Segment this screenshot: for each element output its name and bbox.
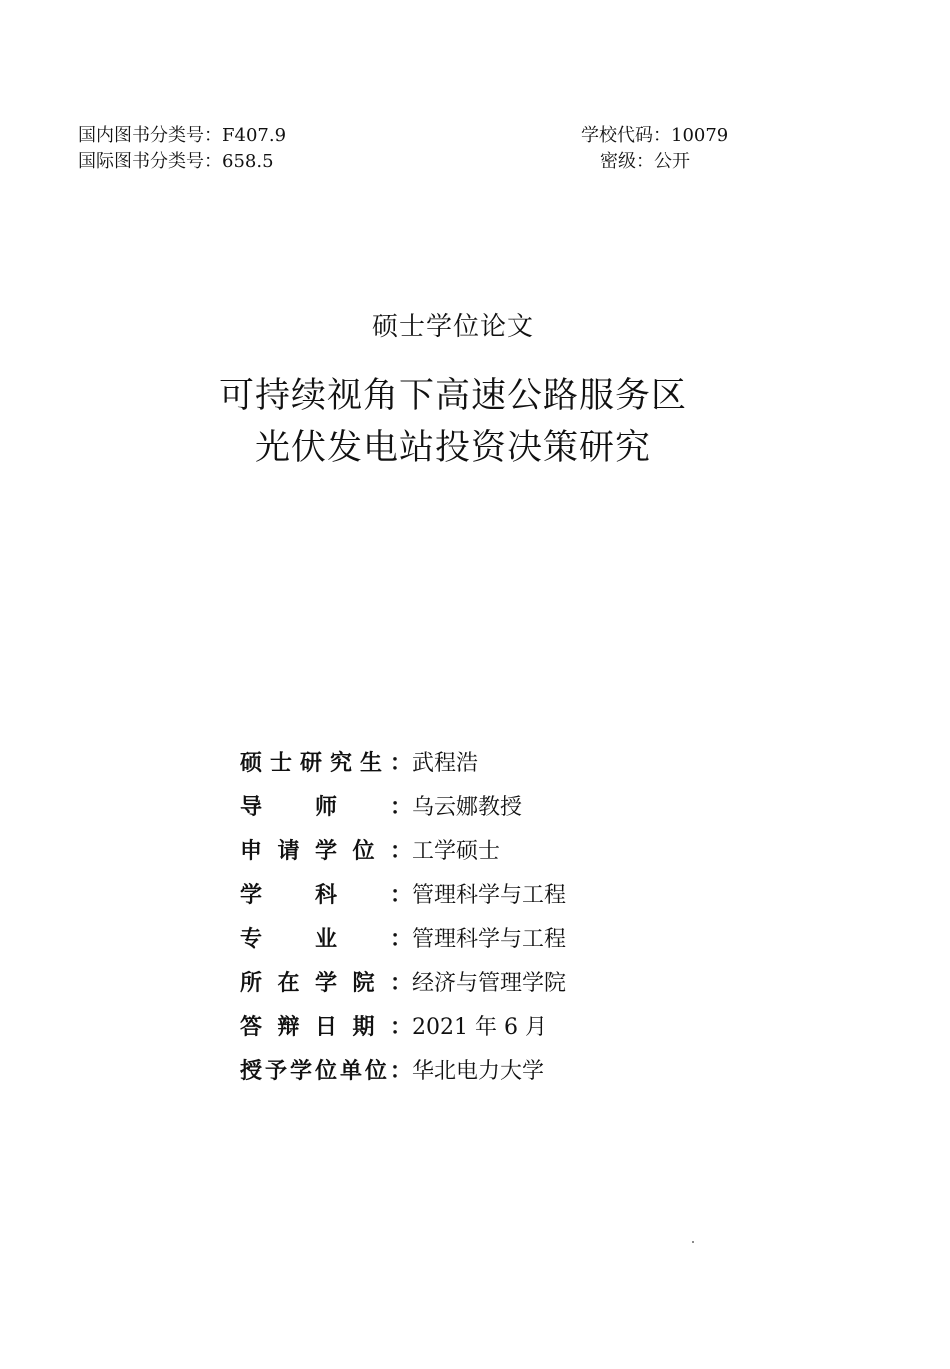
info-label bbox=[240, 922, 412, 953]
international-classification: 国际图书分类号：658.5 bbox=[78, 151, 274, 172]
info-label-char: 在 bbox=[277, 971, 300, 996]
info-row-discipline bbox=[240, 878, 566, 922]
info-label bbox=[240, 1054, 412, 1085]
info-label-char: 授 bbox=[240, 1059, 263, 1084]
info-label-char: ： bbox=[389, 839, 412, 864]
info-label-char: 科 bbox=[314, 883, 337, 908]
classification-block bbox=[78, 123, 286, 175]
info-label-char: 学 bbox=[240, 883, 263, 908]
info-row-degree bbox=[240, 834, 566, 878]
info-label-char: 日 bbox=[314, 1015, 337, 1040]
info-label-char: 所 bbox=[240, 971, 263, 996]
info-label-char: 硕 bbox=[240, 751, 263, 776]
info-label-char: 申 bbox=[240, 839, 263, 864]
info-row-school bbox=[240, 966, 566, 1010]
info-value: 管理科学与工程 bbox=[412, 927, 567, 952]
info-label bbox=[240, 834, 412, 865]
info-label bbox=[240, 746, 412, 777]
info-label bbox=[240, 966, 412, 997]
school-code: 学校代码：10079 bbox=[581, 125, 729, 146]
info-label bbox=[240, 878, 412, 909]
info-label-char: ： bbox=[389, 971, 412, 996]
info-label-char: ： bbox=[389, 751, 412, 776]
domestic-classification: 国内图书分类号：F407.9 bbox=[78, 125, 287, 146]
info-label-char: ： bbox=[389, 883, 412, 908]
info-label bbox=[240, 790, 412, 821]
info-label-char: ： bbox=[389, 1015, 412, 1040]
info-value: 华北电力大学 bbox=[412, 1059, 545, 1084]
info-row-supervisor bbox=[240, 790, 566, 834]
info-row-defense-date bbox=[240, 1010, 566, 1054]
school-info-block bbox=[581, 123, 728, 175]
info-label bbox=[240, 1010, 412, 1041]
info-label-char: ： bbox=[389, 1059, 412, 1084]
info-label-char: 师 bbox=[314, 795, 337, 820]
info-label-char: 位 bbox=[352, 839, 375, 864]
info-value: 管理科学与工程 bbox=[412, 883, 567, 908]
info-label-char: 答 bbox=[240, 1015, 263, 1040]
thesis-title-line-2: 光伏发电站投资决策研究 bbox=[254, 428, 651, 468]
info-value: 乌云娜教授 bbox=[412, 795, 523, 820]
info-label-char: 位 bbox=[314, 1059, 337, 1084]
info-value: 武程浩 bbox=[412, 751, 479, 776]
info-row-granting-institution bbox=[240, 1054, 566, 1098]
info-label-char: 业 bbox=[314, 927, 337, 952]
info-label-char: 予 bbox=[264, 1059, 287, 1084]
thesis-title bbox=[0, 370, 906, 474]
thesis-title-line-1: 可持续视角下高速公路服务区 bbox=[218, 376, 687, 416]
info-row-major bbox=[240, 922, 566, 966]
scan-speck bbox=[692, 1241, 694, 1243]
info-label-char: 请 bbox=[277, 839, 300, 864]
info-label-char: 学 bbox=[314, 839, 337, 864]
info-label-char: 期 bbox=[352, 1015, 375, 1040]
info-label-char: 士 bbox=[269, 751, 292, 776]
info-label-char: 专 bbox=[240, 927, 263, 952]
info-label-char: 学 bbox=[314, 971, 337, 996]
info-value: 工学硕士 bbox=[412, 839, 501, 864]
info-label-char: ： bbox=[389, 795, 412, 820]
info-label-char: 生 bbox=[359, 751, 382, 776]
info-label-char: 院 bbox=[352, 971, 375, 996]
info-label-char: 究 bbox=[329, 751, 352, 776]
info-value: 2021 年 6 月 bbox=[412, 1015, 547, 1040]
info-value: 经济与管理学院 bbox=[412, 971, 567, 996]
info-label-char: 位 bbox=[364, 1059, 387, 1084]
info-label-char: ： bbox=[389, 927, 412, 952]
info-label-char: 单 bbox=[339, 1059, 362, 1084]
thesis-info-table bbox=[240, 746, 566, 1098]
info-label-char: 导 bbox=[240, 795, 263, 820]
info-label-char: 辩 bbox=[277, 1015, 300, 1040]
security-level: 密级：公开 bbox=[600, 151, 690, 172]
info-label-char: 研 bbox=[299, 751, 322, 776]
info-label-char: 学 bbox=[289, 1059, 312, 1084]
degree-type: 硕士学位论文 bbox=[371, 312, 534, 342]
info-row-student bbox=[240, 746, 566, 790]
